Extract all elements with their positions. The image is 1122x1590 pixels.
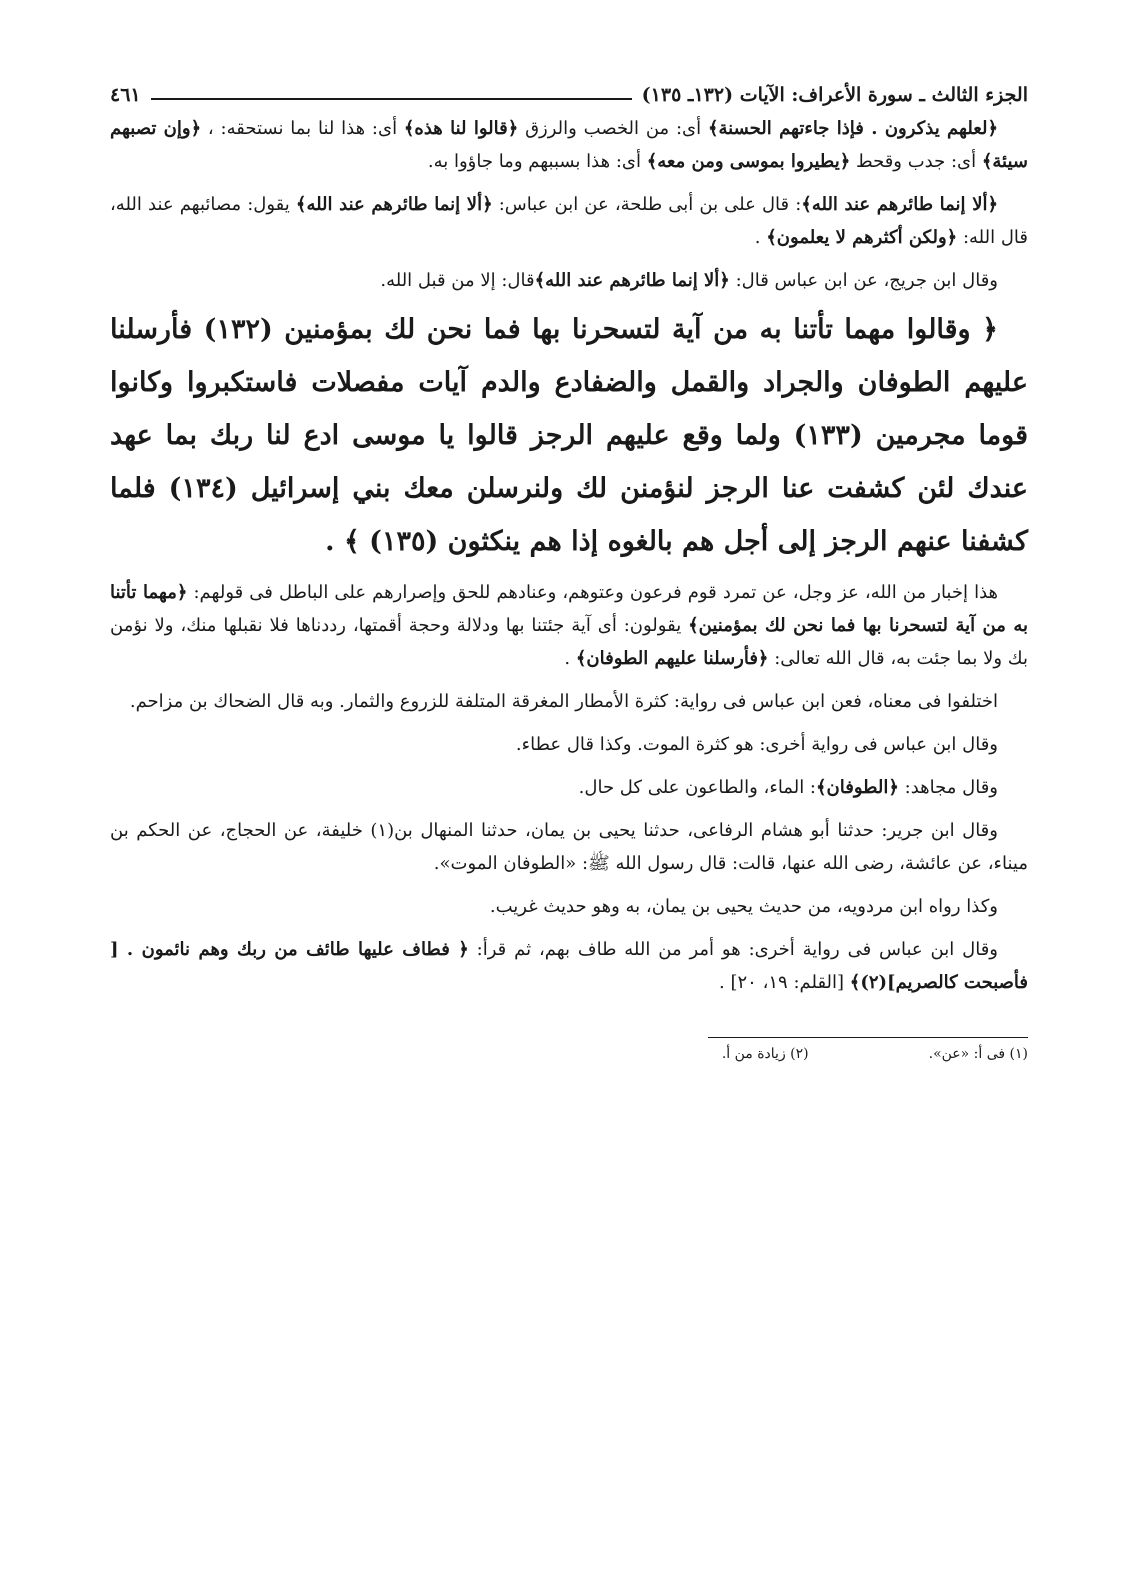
page-number: ٤٦١ — [110, 84, 141, 106]
commentary-text: قال: إلا من قبل الله. — [380, 270, 535, 291]
commentary-text: يقول: مصائبهم عند الله، قال الله: — [110, 194, 1028, 248]
commentary-text: أى: جدب وقحط — [850, 151, 982, 172]
commentary-paragraph — [110, 890, 1028, 923]
commentary-paragraph — [110, 264, 1028, 297]
paragraph-gap — [110, 178, 1028, 188]
quoted-verse: ﴿ فطاف عليها طائف من ربك وهم نائمون . [ فأصبحت كالصريم](٢)﴾ — [110, 939, 1028, 993]
running-title: الجزء الثالث ـ سورة الأعراف: الآيات (١٣٢ـ ١٣٥) — [641, 84, 1028, 106]
quoted-verse: ﴿يطيروا بموسى ومن معه﴾ — [646, 151, 851, 172]
commentary-text: وقال ابن عباس فى رواية أخرى: هو كثرة الموت. وكذا قال عطاء. — [515, 734, 998, 755]
commentary-text: وقال ابن جريج، عن ابن عباس قال: — [729, 270, 998, 291]
commentary-text: يقولون: أى آية جئتنا بها ودلالة وحجة أقمتها، رددناها فلا نقبلها منك، ولا نؤمن بك ولا بما جئت به، قال الله تعالى: — [110, 615, 1028, 669]
commentary-paragraph — [110, 685, 1028, 718]
commentary-paragraph — [110, 814, 1028, 880]
commentary-paragraph — [110, 933, 1028, 999]
commentary-section-2 — [110, 576, 1028, 999]
commentary-text: [القلم: ١٩، ٢٠] . — [719, 972, 850, 993]
paragraph-gap — [110, 880, 1028, 890]
quoted-verse: ﴿ألا إنما طائرهم عند الله﴾ — [801, 194, 999, 215]
quoted-verse: ﴿الطوفان﴾ — [815, 777, 899, 798]
quoted-verse: ﴿قالوا لنا هذه﴾ — [403, 118, 519, 139]
paragraph-gap — [110, 761, 1028, 771]
header-rule — [151, 98, 632, 100]
quran-verse-block: ﴿ وقالوا مهما تأتنا به من آية لتسحرنا بها فما نحن لك بمؤمنين (١٣٢) فأرسلنا عليهم الطوفان والجراد والقمل والضفادع والدم آيات مفصلات فاستكبروا وكانوا قوما مجرمين (١٣٣) ولما وقع عليهم الرجز قالوا يا موسى ادع لنا ربك بما عهد عندك لئن كشفت عنا الرجز لنؤمنن لك ولنرسلن معك بني إسرائيل (١٣٤) فلما كشفنا عنهم الرجز إلى أجل هم بالغوه إذا هم ينكثون (١٣٥) ﴾ . — [110, 314, 1028, 557]
footnote-2: (٢) زيادة من أ. — [721, 1046, 809, 1062]
quoted-verse: ﴿ألا إنما طائرهم عند الله﴾ — [295, 194, 493, 215]
commentary-text: : الماء، والطاعون على كل حال. — [578, 777, 816, 798]
quoted-verse: ﴿ولكن أكثرهم لا يعلمون﴾ — [766, 227, 958, 248]
commentary-paragraph — [110, 112, 1028, 178]
commentary-text: . — [754, 227, 767, 248]
quoted-verse: ﴿فأرسلنا عليهم الطوفان﴾ — [575, 648, 769, 669]
commentary-paragraph — [110, 576, 1028, 675]
commentary-text: : قال على بن أبى طلحة، عن ابن عباس: — [492, 194, 802, 215]
commentary-text: وقال مجاهد: — [898, 777, 998, 798]
commentary-text: . — [564, 648, 576, 669]
commentary-text: وكذا رواه ابن مردويه، من حديث يحيى بن يمان، به وهو حديث غريب. — [489, 896, 998, 917]
footnote-1: (١) فى أ: «عن». — [928, 1046, 1028, 1062]
commentary-text: اختلفوا فى معناه، فعن ابن عباس فى رواية: كثرة الأمطار المغرقة المتلفة للزروع والثمار. وبه قال الضحاك بن مزاحم. — [129, 691, 998, 712]
commentary-text: وقال ابن جرير: حدثنا أبو هشام الرفاعى، حدثنا يحيى بن يمان، حدثنا المنهال بن(١) خليفة، عن الحجاج، عن الحكم بن ميناء، عن عائشة، رضى الله عنها، قالت: قال رسول الله ﷺ: «الطوفان الموت». — [110, 820, 1028, 874]
paragraph-gap — [110, 718, 1028, 728]
commentary-text: وقال ابن عباس فى رواية أخرى: هو أمر من الله طاف بهم، ثم قرأ: — [468, 939, 998, 960]
paragraph-gap — [110, 675, 1028, 685]
document-page — [110, 78, 1028, 1062]
paragraph-gap — [110, 254, 1028, 264]
paragraph-gap — [110, 804, 1028, 814]
commentary-paragraph — [110, 188, 1028, 254]
quoted-verse: ﴿وإن تصبهم سيئة﴾ — [110, 118, 1028, 172]
commentary-section-1 — [110, 112, 1028, 297]
commentary-text: أى: هذا لنا بما نستحقه: ، — [201, 118, 404, 139]
quoted-verse: ﴿ألا إنما طائرهم عند الله﴾ — [534, 270, 730, 291]
quoted-verse: ﴿مهما تأتنا به من آية لتسحرنا بها فما نحن لك بمؤمنين﴾ — [110, 582, 1028, 636]
footnote-rule — [708, 1037, 1028, 1038]
commentary-text: أى: من الخصب والرزق — [518, 118, 708, 139]
page-header — [110, 78, 1028, 112]
quoted-verse: ﴿لعلهم يذكرون . فإذا جاءتهم الحسنة﴾ — [707, 118, 998, 139]
footnotes — [110, 1046, 1028, 1062]
commentary-paragraph — [110, 771, 1028, 804]
commentary-text: أى: هذا بسببهم وما جاؤوا به. — [427, 151, 647, 172]
commentary-text: هذا إخبار من الله، عز وجل، عن تمرد قوم فرعون وعتوهم، وعنادهم للحق وإصرارهم على الباطل فى قولهم: — [187, 582, 999, 603]
paragraph-gap — [110, 923, 1028, 933]
commentary-paragraph — [110, 728, 1028, 761]
